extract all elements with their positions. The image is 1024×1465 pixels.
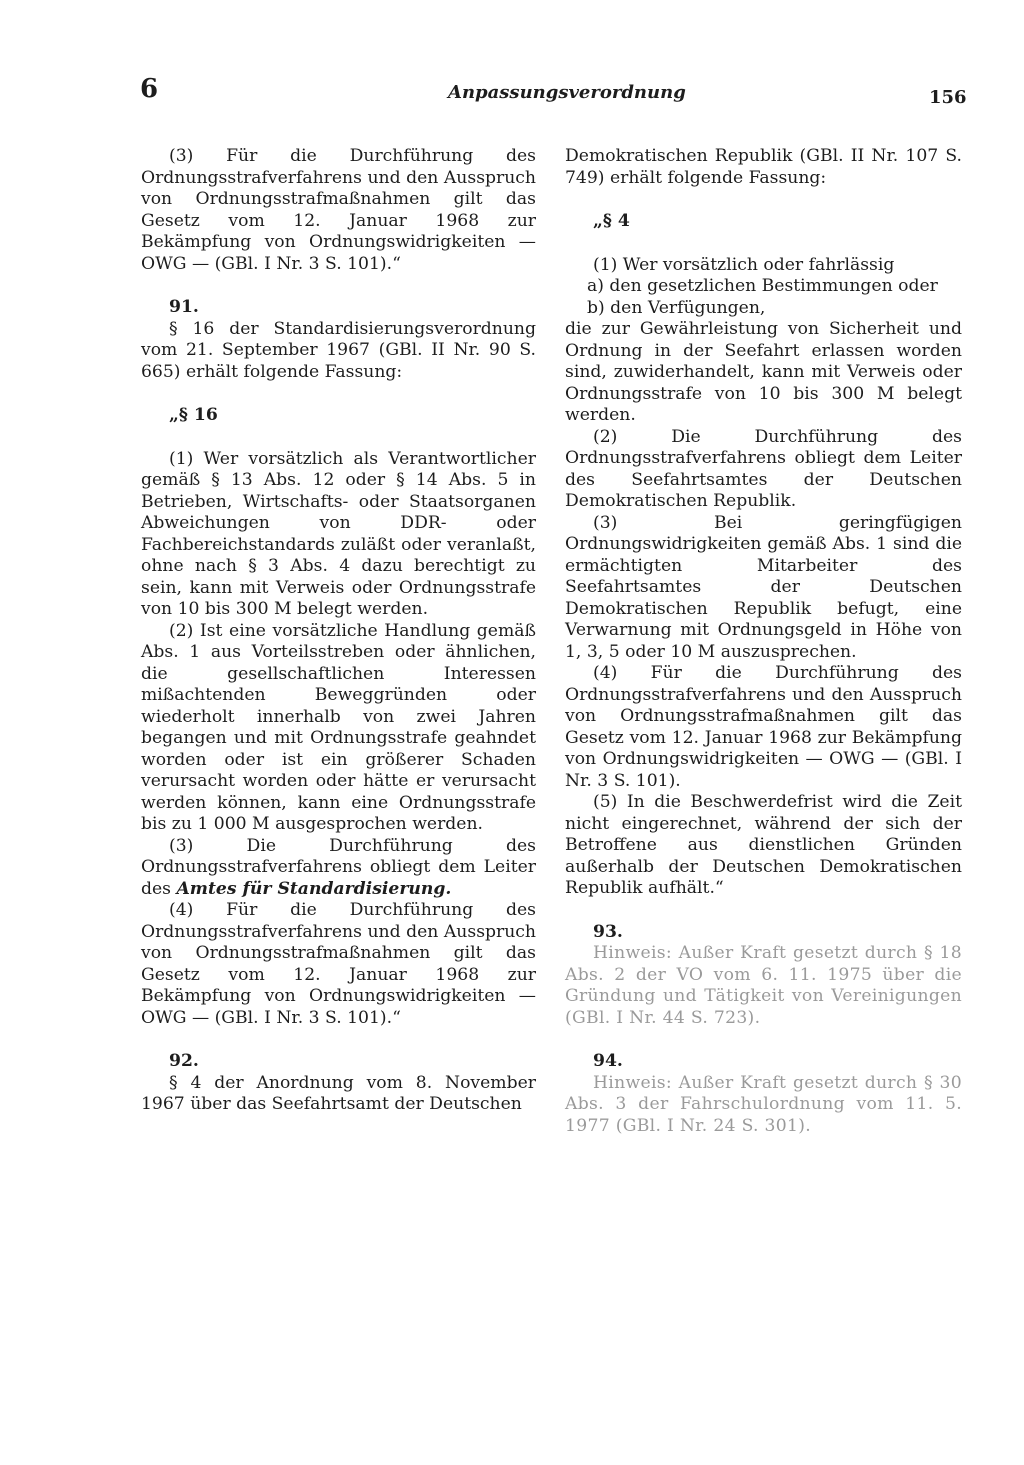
section-92-number: 92. bbox=[169, 1051, 199, 1071]
section-16-paragraph-4: (4) Für die Durchführung des Ordnungsstrafverfahrens und den Ausspruch von Ordnungsstrafmaßnahmen gilt das Gesetz vom 12. Januar 1968 zur Bekämpfung von Ordnungswidrigkeiten — OWG — (GBl. I Nr. 3 S. 101).“ bbox=[141, 900, 536, 1028]
section-92-text: § 4 der Anordnung vom 8. November 1967 über das Seefahrtsamt der Deutschen bbox=[141, 1072, 536, 1114]
left-column bbox=[141, 146, 536, 1116]
section-93-note-block bbox=[565, 943, 962, 1029]
section-4-title: „§ 4 bbox=[593, 211, 630, 231]
section-16-paragraph-1: (1) Wer vorsätzlich als Verantwortlicher gemäß § 13 Abs. 12 oder § 14 Abs. 5 in Betrieben, Wirtschafts- oder Staatsorganen Abweichungen von DDR- oder Fachbereichstandards zuläßt oder veranlaßt, ohne nach § 3 Abs. 4 dazu berechtigt zu sein, kann mit Verweis oder Ordnungsstrafe von 10 bis 300 M belegt werden. bbox=[141, 448, 536, 619]
section-94-note-block bbox=[565, 1073, 962, 1138]
section-91-number: 91. bbox=[169, 297, 199, 317]
section-4-paragraph-1: (1) Wer vorsätzlich oder fahrlässig bbox=[593, 254, 895, 275]
page-number: 156 bbox=[929, 87, 967, 108]
section-4-paragraph-2: (2) Die Durchführung des Ordnungsstrafverfahrens obliegt dem Leiter des Seefahrtsamtes der Deutschen Demokratischen Republik. bbox=[565, 426, 962, 511]
section-4-paragraph-1-rest: die zur Gewährleistung von Sicherheit und Ordnung in der Seefahrt erlassen worden sind, zuwiderhandelt, kann mit Verweis oder Ordnungsstrafe von 10 bis 300 M belegt werden. bbox=[565, 319, 962, 425]
section-16-paragraph-3-text: (3) Die Durchführung des Ordnungsstrafverfahrens obliegt dem Leiter des bbox=[141, 835, 536, 899]
section-92-continuation: Demokratischen Republik (GBl. II Nr. 107 S. 749) erhält folgende Fassung: bbox=[565, 146, 962, 188]
section-94-note: Hinweis: Außer Kraft gesetzt durch § 30 Abs. 3 der Fahrschulordnung vom 11. 5. 1977 (GBl. I Nr. 24 S. 301). bbox=[565, 1072, 962, 1136]
chapter-number: 6 bbox=[140, 74, 159, 104]
section-16-paragraph-3-authority: Amtes für Standardisierung. bbox=[176, 878, 452, 899]
section-94-number: 94. bbox=[593, 1051, 623, 1071]
section-16-title: „§ 16 bbox=[169, 405, 218, 425]
section-16-paragraph-2: (2) Ist eine vorsätzliche Handlung gemäß Abs. 1 aus Vorteilsstreben oder ähnlichen, die gesellschaftlichen Interessen mißachtenden Beweggründen oder wiederholt innerhalb von zwei Jahren begangen und mit Ordnungsstrafe geahndet worden oder ist ein größerer Schaden verursacht worden oder hätte er verursacht werden können, kann eine Ordnungsstrafe bis zu 1 000 M ausgesprochen werden. bbox=[141, 620, 536, 834]
section-93-note: Hinweis: Außer Kraft gesetzt durch § 18 Abs. 2 der VO vom 6. 11. 1975 über die Gründung und Tätigkeit von Vereinigungen (GBl. I Nr. 44 S. 723). bbox=[565, 943, 962, 1028]
paragraph-intro: (3) Für die Durchführung des Ordnungsstrafverfahrens und den Ausspruch von Ordnungsstrafmaßnahmen gilt das Gesetz vom 12. Januar 1968 zur Bekämpfung von Ordnungswidrigkeiten — OWG — (GBl. I Nr. 3 S. 101).“ bbox=[141, 146, 536, 274]
section-4-paragraph-3: (3) Bei geringfügigen Ordnungswidrigkeiten gemäß Abs. 1 sind die ermächtigten Mitarbeiter des Seefahrtsamtes der Deutschen Demokratischen Republik befugt, eine Verwarnung mit Ordnungsgeld in Höhe von 1, 3, 5 oder 10 M auszusprechen. bbox=[565, 512, 962, 662]
section-4-paragraph-5: (5) In die Beschwerdefrist wird die Zeit nicht eingerechnet, während der sich der Betroffene aus dienstlichen Gründen außerhalb der Deutschen Demokratischen Republik aufhält.“ bbox=[565, 792, 962, 898]
section-93-number: 93. bbox=[593, 921, 623, 942]
section-4-paragraph-4: (4) Für die Durchführung des Ordnungsstrafverfahrens und den Ausspruch von Ordnungsstrafmaßnahmen gilt das Gesetz vom 12. Januar 1968 zur Bekämpfung von Ordnungswidrigkeiten — OWG — (GBl. I Nr. 3 S. 101). bbox=[565, 663, 962, 791]
section-91-text: § 16 der Standardisierungsverordnung vom 21. September 1967 (GBl. II Nr. 90 S. 665) erhält folgende Fassung: bbox=[141, 318, 536, 382]
right-column bbox=[565, 146, 962, 1137]
section-4-item-a: a) den gesetzlichen Bestimmungen oder bbox=[587, 276, 938, 296]
section-16-paragraph-3 bbox=[141, 836, 536, 901]
section-4-item-b: b) den Verfügungen, bbox=[587, 297, 766, 318]
running-title: Anpassungsverordnung bbox=[448, 82, 686, 103]
